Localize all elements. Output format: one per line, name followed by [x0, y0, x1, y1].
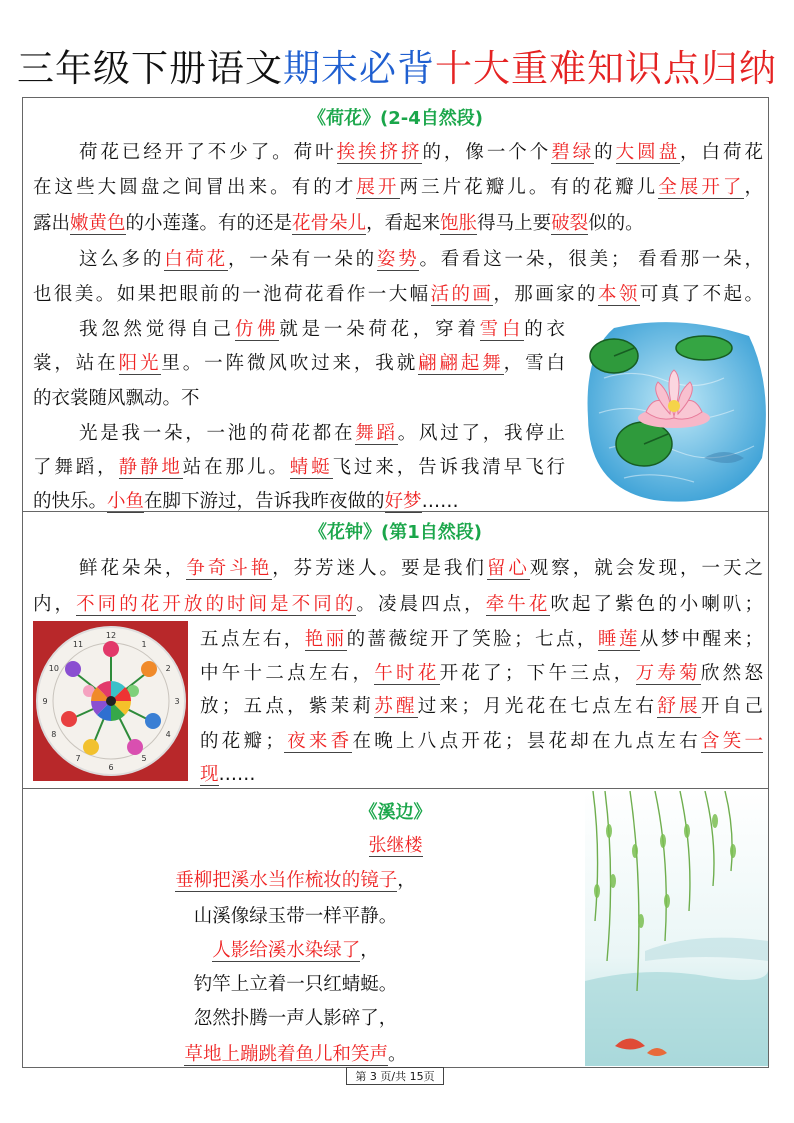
keyword: 垂柳把溪水当作梳妆的镜子 — [175, 870, 398, 891]
dial-number: 4 — [165, 730, 171, 739]
dial-number: 11 — [72, 639, 84, 649]
keyword: 碧绿 — [551, 142, 595, 163]
text-segment: 的衣 — [524, 319, 565, 340]
text-line — [22, 866, 569, 892]
text-segment: ，看起来 — [366, 213, 441, 234]
page-title — [0, 38, 794, 92]
text-segment: 观察，就会发现，一天之 — [529, 558, 763, 579]
text-line — [33, 349, 565, 375]
keyword: 静静地 — [118, 457, 183, 478]
text-segment: …… — [421, 491, 459, 512]
text-line — [33, 384, 200, 410]
text-segment: 得马上要 — [477, 213, 552, 234]
text-segment: 放；五点，紫茉莉 — [200, 696, 375, 717]
text-segment: 忽然扑腾一声人影碎了， — [193, 1008, 398, 1029]
stream-author — [22, 831, 769, 857]
clock-heading: 《花钟》(第1自然段) — [309, 522, 482, 543]
text-segment: 这么多的 — [79, 249, 165, 270]
keyword: 破裂 — [551, 213, 589, 234]
text-line — [22, 936, 569, 962]
text-segment: 我忽然觉得自己 — [79, 319, 235, 340]
text-segment: 。凌晨四点， — [356, 594, 486, 615]
text-segment: 飞过来，告诉我清早飞行 — [332, 457, 565, 478]
keyword: 白荷花 — [164, 249, 228, 270]
text-segment: 里。一阵微风吹过来，我就 — [161, 353, 419, 374]
text-segment: 两三片花瓣儿。有的花瓣儿 — [399, 177, 659, 198]
text-line — [33, 487, 459, 513]
text-segment: 的，像一个个 — [422, 142, 552, 163]
text-segment: …… — [218, 764, 256, 785]
text-segment: 的小莲蓬。有的还是 — [125, 213, 293, 234]
text-segment: 吹起了紫色的小喇叭； — [550, 594, 763, 615]
keyword: 全展开了 — [658, 177, 745, 198]
text-line — [200, 760, 256, 786]
text-segment: 似的。 — [588, 213, 644, 234]
keyword: 草地上蹦跳着鱼儿和笑声 — [184, 1044, 388, 1065]
title-part-3: 十大重难知识点归纳 — [435, 47, 777, 90]
text-line — [79, 138, 763, 164]
keyword: 夜来香 — [283, 731, 353, 752]
keyword: 睡莲 — [597, 629, 640, 650]
dial-number: 12 — [105, 631, 117, 640]
text-segment: 。看看这一朵，很美； 看看那一朵， — [419, 249, 763, 270]
text-segment: 鲜花朵朵， — [79, 558, 187, 579]
dial-number: 2 — [165, 664, 171, 673]
text-segment: 。风过了，我停止 — [397, 423, 565, 444]
text-segment: 光是我一朵，一池的荷花都在 — [79, 423, 356, 444]
dial-number: 9 — [42, 697, 48, 706]
text-segment: 内， — [33, 594, 77, 615]
text-segment: 的快乐。 — [33, 491, 108, 512]
dial-number: 1 — [141, 639, 147, 649]
text-line — [79, 419, 565, 445]
keyword: 嫩黄色 — [70, 213, 126, 234]
dial-number: 5 — [141, 754, 147, 764]
text-segment: 五点左右， — [200, 629, 305, 650]
text-segment: 就是一朵荷花，穿着 — [279, 319, 480, 340]
text-segment: 可真了不起。 — [639, 284, 763, 305]
text-segment: 的衣裳随风飘动。不 — [33, 388, 200, 409]
keyword: 苏醒 — [374, 696, 418, 717]
text-segment: ，那画家的 — [493, 284, 598, 305]
text-segment: 中午十二点左右， — [200, 663, 375, 684]
keyword: 人影给溪水染绿了 — [212, 940, 361, 961]
keyword: 大圆盘 — [615, 142, 681, 163]
text-segment: 欣然怒 — [700, 663, 763, 684]
text-line — [33, 590, 763, 616]
keyword: 艳丽 — [304, 629, 347, 650]
text-segment: 。 — [388, 1044, 407, 1065]
text-line — [79, 554, 763, 580]
keyword: 牵牛花 — [485, 594, 551, 615]
text-segment: 的 — [594, 142, 616, 163]
keyword: 展开 — [356, 177, 400, 198]
text-line — [200, 727, 763, 753]
text-segment: 裳，站在 — [33, 353, 119, 374]
text-line — [200, 659, 763, 685]
text-line — [200, 625, 763, 651]
keyword: 翩翩起舞 — [418, 353, 504, 374]
text-segment: 也很美。如果把眼前的一池荷花看作一大幅 — [33, 284, 431, 305]
keyword: 姿势 — [376, 249, 420, 270]
text-line — [22, 970, 569, 996]
text-segment: 开花了；下午三点， — [439, 663, 636, 684]
dial-number: 8 — [51, 730, 57, 739]
text-segment: 山溪像绿玉带一样平静。 — [193, 906, 398, 927]
keyword: 舞蹈 — [355, 423, 398, 444]
lotus-heading: 《荷花》(2-4自然段) — [308, 108, 483, 129]
keyword: 本领 — [597, 284, 640, 305]
text-line — [22, 1040, 569, 1066]
text-segment: 站在那儿。 — [182, 457, 290, 478]
text-line — [200, 692, 763, 718]
dial-number: 3 — [174, 697, 180, 706]
text-line — [33, 280, 763, 306]
keyword: 雪白 — [479, 319, 525, 340]
page-footer: 第 3 页/共 15页 — [346, 1067, 444, 1085]
dial-number: 6 — [108, 763, 114, 772]
text-line — [33, 209, 644, 235]
keyword: 花骨朵儿 — [292, 213, 367, 234]
text-line — [33, 173, 763, 199]
keyword: 仿佛 — [234, 319, 280, 340]
text-segment: 开自己 — [700, 696, 763, 717]
text-segment: 在晚上八点开花；昙花却在九点左右 — [352, 731, 701, 752]
text-segment: 荷花已经开了不少了。荷叶 — [79, 142, 337, 163]
text-segment: ， — [360, 940, 379, 961]
keyword: 午时花 — [374, 663, 440, 684]
text-segment: ，芬芳迷人。要是我们 — [272, 558, 487, 579]
keyword: 小鱼 — [107, 491, 145, 512]
keyword: 争奇斗艳 — [186, 558, 273, 579]
keyword: 饱胀 — [440, 213, 478, 234]
text-segment: ， — [397, 870, 416, 891]
keyword: 不同的花开放的时间是不同的 — [76, 594, 357, 615]
flower-clock-image — [33, 621, 188, 781]
text-segment: 在这些大圆盘之间冒出来。有的才 — [33, 177, 357, 198]
text-segment: ，一朵有一朵的 — [227, 249, 377, 270]
keyword: 挨挨挤挤 — [336, 142, 423, 163]
text-segment: 从梦中醒来； — [639, 629, 763, 650]
poem-author: 张继楼 — [368, 835, 423, 856]
keyword: 活的画 — [430, 284, 494, 305]
title-part-1: 三年级下册语文 — [17, 47, 283, 90]
text-segment: 钓竿上立着一只红蜻蜓。 — [193, 974, 398, 995]
text-segment: ， — [744, 177, 763, 198]
text-segment: 了舞蹈， — [33, 457, 119, 478]
stream-heading: 《溪边》 — [359, 802, 432, 823]
keyword: 留心 — [486, 558, 530, 579]
dial-number: 7 — [75, 754, 81, 764]
text-line — [33, 453, 565, 479]
text-line — [79, 315, 565, 341]
lotus-illustration — [584, 318, 770, 508]
keyword: 万寿菊 — [635, 663, 701, 684]
text-segment: ，白荷花 — [680, 142, 763, 163]
keyword: 好梦 — [384, 491, 422, 512]
text-segment: 的花瓣； — [200, 731, 284, 752]
keyword: 蜻蜓 — [289, 457, 333, 478]
title-part-2: 期末必背 — [283, 47, 435, 90]
keyword: 阳光 — [118, 353, 162, 374]
text-segment: 在脚下游过，告诉我昨夜做的 — [144, 491, 385, 512]
keyword: 舒展 — [657, 696, 701, 717]
text-segment: 的蔷薇绽开了笑脸；七点， — [346, 629, 598, 650]
keyword: 含笑一 — [700, 731, 763, 752]
keyword: 现 — [200, 764, 219, 785]
flower-clock-illustration — [33, 621, 188, 781]
dial-number: 10 — [48, 664, 59, 673]
text-segment: 过来；月光花在七点左右 — [417, 696, 658, 717]
text-line — [22, 902, 569, 928]
text-line — [22, 1004, 569, 1030]
text-line — [79, 245, 763, 271]
text-segment: ，雪白 — [503, 353, 565, 374]
text-segment: 露出 — [33, 213, 71, 234]
lotus-image — [584, 318, 770, 508]
